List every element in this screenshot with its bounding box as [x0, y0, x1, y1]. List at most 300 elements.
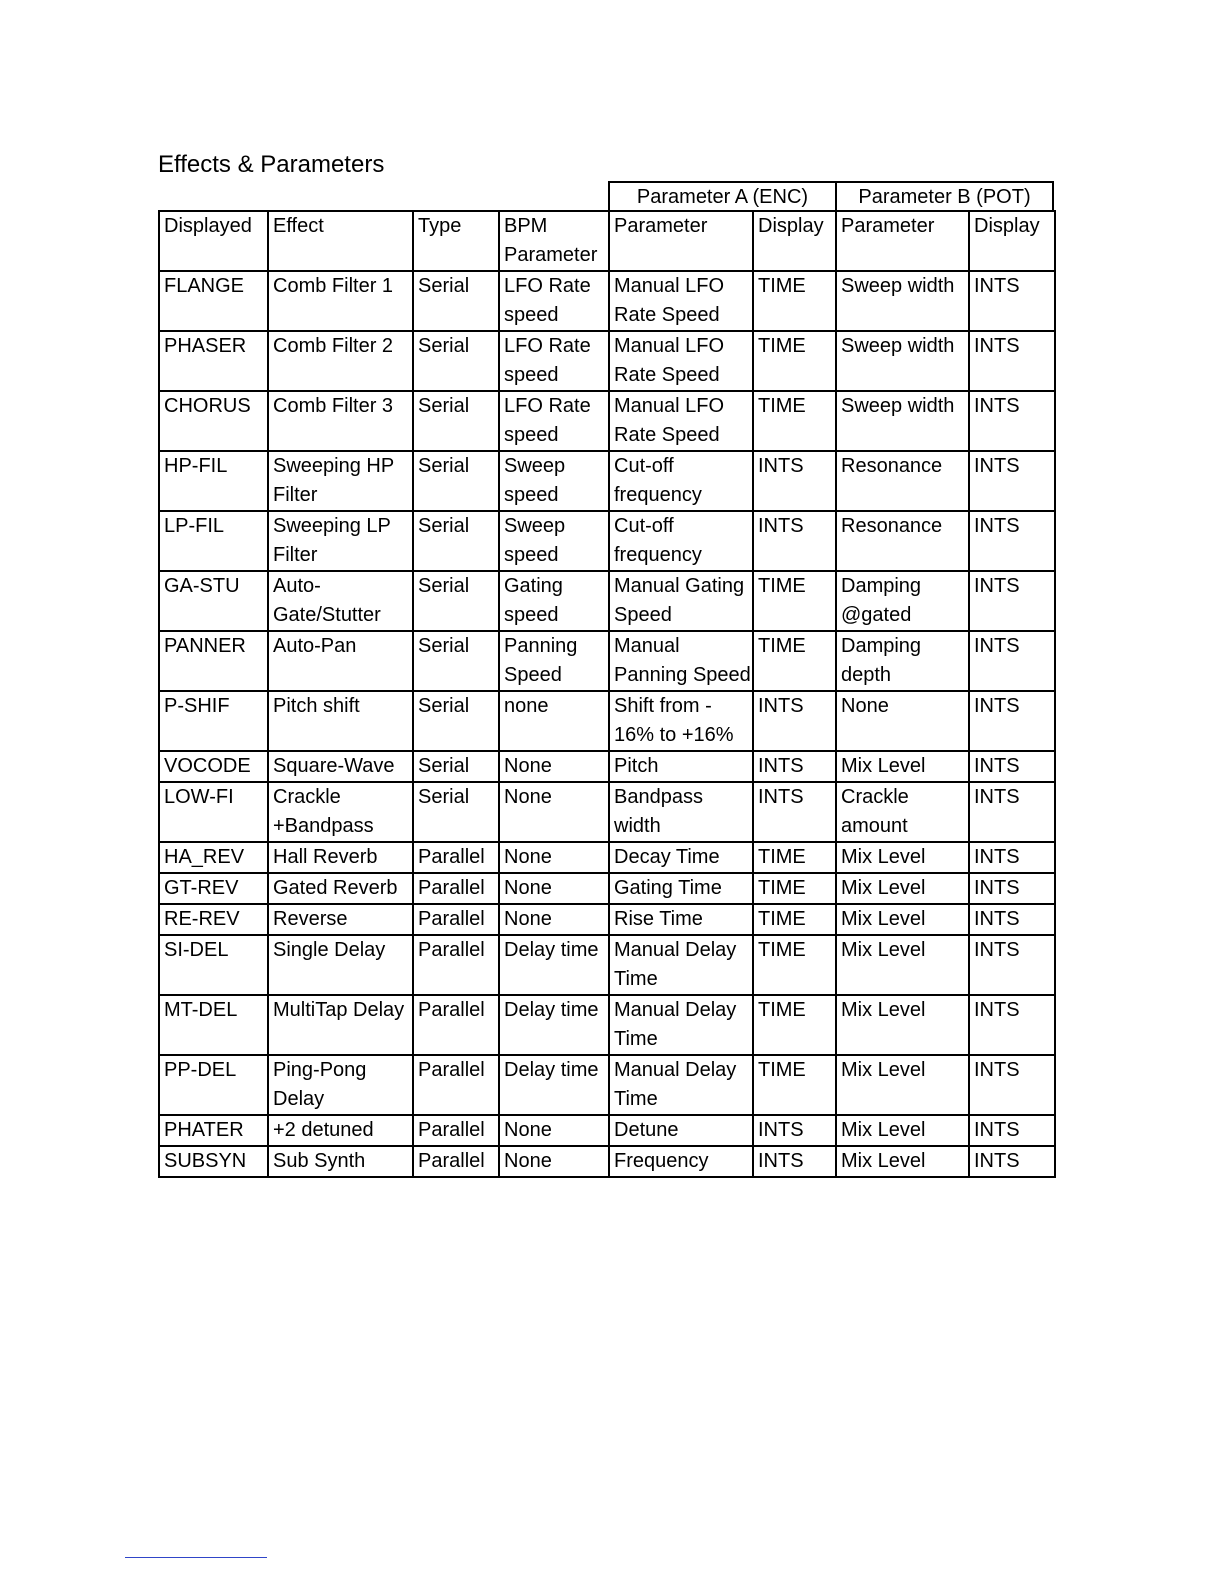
cell-line: Manual LFO	[614, 395, 725, 417]
cell-bpm-parameter	[499, 1146, 609, 1177]
cell-effect	[268, 873, 413, 904]
cell-line: None	[841, 695, 889, 717]
cell-line: Gate/Stutter	[273, 604, 381, 626]
cell-type	[413, 571, 499, 631]
cell-line: Parallel	[418, 1059, 485, 1081]
cell-type	[413, 691, 499, 751]
cell-line: Parallel	[418, 999, 485, 1021]
cell-param-b-display	[969, 391, 1055, 451]
cell-line: Pitch	[614, 755, 659, 777]
cell-line: INTS	[974, 999, 1020, 1021]
cell-bpm-parameter	[499, 631, 609, 691]
cell-bpm-parameter	[499, 995, 609, 1055]
cell-line: LFO Rate	[504, 275, 591, 297]
cell-effect	[268, 1146, 413, 1177]
cell-param-b-parameter	[836, 271, 969, 331]
cell-param-b-parameter	[836, 451, 969, 511]
cell-line: INTS	[974, 939, 1020, 961]
header-line: Displayed	[164, 215, 252, 237]
cell-displayed	[159, 451, 268, 511]
cell-line: Speed	[614, 604, 672, 626]
cell-effect	[268, 331, 413, 391]
cell-line: amount	[841, 815, 908, 837]
table-row	[159, 935, 1055, 995]
cell-line: INTS	[758, 695, 804, 717]
cell-param-b-display	[969, 782, 1055, 842]
cell-line: Mix Level	[841, 1119, 926, 1141]
cell-displayed	[159, 935, 268, 995]
cell-line: Filter	[273, 544, 318, 566]
cell-type	[413, 782, 499, 842]
cell-param-a-display	[753, 631, 836, 691]
cell-param-b-parameter	[836, 782, 969, 842]
cell-bpm-parameter	[499, 391, 609, 451]
cell-bpm-parameter	[499, 935, 609, 995]
cell-effect	[268, 691, 413, 751]
cell-param-b-parameter	[836, 1115, 969, 1146]
effects-table	[158, 210, 1056, 1178]
cell-line: INTS	[974, 755, 1020, 777]
cell-line: PHASER	[164, 335, 247, 357]
cell-line: None	[504, 877, 552, 899]
cell-line: Square-Wave	[273, 755, 395, 777]
cell-line: Mix Level	[841, 755, 926, 777]
cell-displayed	[159, 1055, 268, 1115]
cell-line: Rate Speed	[614, 364, 720, 386]
footer-rule	[125, 1557, 267, 1558]
cell-displayed	[159, 271, 268, 331]
cell-line: HP-FIL	[164, 455, 228, 477]
cell-line: Sweeping LP	[273, 515, 391, 537]
column-header-param-a-display	[753, 211, 836, 271]
cell-line: LP-FIL	[164, 515, 225, 537]
cell-line: TIME	[758, 275, 806, 297]
cell-line: RE-REV	[164, 908, 240, 930]
header-line: Parameter	[841, 215, 935, 237]
table-row	[159, 391, 1055, 451]
cell-line: Parallel	[418, 939, 485, 961]
cell-line: Time	[614, 968, 658, 990]
cell-displayed	[159, 842, 268, 873]
cell-line: Bandpass	[614, 786, 703, 808]
table-row	[159, 691, 1055, 751]
cell-param-b-display	[969, 751, 1055, 782]
cell-param-b-display	[969, 631, 1055, 691]
cell-line: Serial	[418, 575, 470, 597]
cell-effect	[268, 511, 413, 571]
column-header-param-a-parameter	[609, 211, 753, 271]
cell-param-b-display	[969, 1115, 1055, 1146]
column-header-displayed	[159, 211, 268, 271]
cell-line: frequency	[614, 544, 702, 566]
cell-line: Gating Time	[614, 877, 722, 899]
cell-line: PANNER	[164, 635, 246, 657]
cell-line: Serial	[418, 786, 470, 808]
cell-line: Mix Level	[841, 939, 926, 961]
cell-line: INTS	[974, 786, 1020, 808]
cell-line: Manual Delay	[614, 939, 737, 961]
column-header-param-b-display	[969, 211, 1055, 271]
cell-effect	[268, 1055, 413, 1115]
cell-param-a-parameter	[609, 1115, 753, 1146]
cell-line: None	[504, 1119, 552, 1141]
cell-line: Cut-off	[614, 455, 674, 477]
cell-param-a-parameter	[609, 1055, 753, 1115]
cell-line: Sub Synth	[273, 1150, 366, 1172]
cell-param-a-parameter	[609, 391, 753, 451]
cell-line: width	[614, 815, 661, 837]
table-row	[159, 1115, 1055, 1146]
cell-param-b-parameter	[836, 842, 969, 873]
table-header-row	[159, 211, 1055, 271]
cell-param-b-display	[969, 1055, 1055, 1115]
table-row	[159, 751, 1055, 782]
cell-line: INTS	[758, 515, 804, 537]
header-line: Parameter	[504, 244, 598, 266]
cell-line: Cut-off	[614, 515, 674, 537]
cell-bpm-parameter	[499, 751, 609, 782]
cell-param-b-parameter	[836, 1146, 969, 1177]
cell-param-a-parameter	[609, 331, 753, 391]
cell-param-a-parameter	[609, 995, 753, 1055]
cell-line: INTS	[974, 877, 1020, 899]
cell-line: INTS	[974, 846, 1020, 868]
cell-param-b-parameter	[836, 1055, 969, 1115]
cell-param-b-display	[969, 271, 1055, 331]
cell-line: Hall Reverb	[273, 846, 378, 868]
cell-param-a-parameter	[609, 631, 753, 691]
table-row	[159, 451, 1055, 511]
cell-param-a-display	[753, 571, 836, 631]
cell-line: INTS	[974, 455, 1020, 477]
cell-type	[413, 451, 499, 511]
table-row	[159, 1146, 1055, 1177]
header-line: Parameter	[614, 215, 708, 237]
cell-line: speed	[504, 484, 559, 506]
cell-line: speed	[504, 424, 559, 446]
cell-line: INTS	[974, 635, 1020, 657]
cell-line: none	[504, 695, 549, 717]
cell-param-b-display	[969, 511, 1055, 571]
cell-line: None	[504, 755, 552, 777]
cell-bpm-parameter	[499, 271, 609, 331]
cell-bpm-parameter	[499, 511, 609, 571]
cell-line: speed	[504, 364, 559, 386]
cell-line: Comb Filter 2	[273, 335, 394, 357]
cell-bpm-parameter	[499, 451, 609, 511]
cell-line: Serial	[418, 695, 470, 717]
cell-param-a-parameter	[609, 271, 753, 331]
cell-line: LFO Rate	[504, 335, 591, 357]
cell-line: Gated Reverb	[273, 877, 398, 899]
table-row	[159, 511, 1055, 571]
cell-line: Parallel	[418, 908, 485, 930]
cell-param-b-parameter	[836, 904, 969, 935]
cell-type	[413, 511, 499, 571]
cell-param-a-display	[753, 451, 836, 511]
cell-line: Damping	[841, 635, 922, 657]
cell-line: PHATER	[164, 1119, 244, 1141]
cell-param-a-parameter	[609, 1146, 753, 1177]
cell-param-a-display	[753, 511, 836, 571]
header-line: Display	[974, 215, 1040, 237]
cell-param-a-display	[753, 935, 836, 995]
cell-param-b-parameter	[836, 571, 969, 631]
cell-line: +2 detuned	[273, 1119, 374, 1141]
cell-effect	[268, 751, 413, 782]
cell-line: Comb Filter 3	[273, 395, 394, 417]
cell-param-a-display	[753, 995, 836, 1055]
cell-displayed	[159, 391, 268, 451]
cell-type	[413, 391, 499, 451]
table-row	[159, 782, 1055, 842]
table-row	[159, 271, 1055, 331]
cell-line: INTS	[758, 455, 804, 477]
cell-line: CHORUS	[164, 395, 251, 417]
cell-line: Mix Level	[841, 908, 926, 930]
cell-line: Decay Time	[614, 846, 720, 868]
cell-line: Panning	[504, 635, 578, 657]
cell-line: Frequency	[614, 1150, 709, 1172]
table-body	[159, 271, 1055, 1177]
cell-effect	[268, 935, 413, 995]
cell-line: LOW-FI	[164, 786, 234, 808]
cell-param-b-parameter	[836, 995, 969, 1055]
cell-line: INTS	[974, 1059, 1020, 1081]
cell-bpm-parameter	[499, 842, 609, 873]
cell-line: TIME	[758, 908, 806, 930]
cell-type	[413, 995, 499, 1055]
cell-line: Sweep width	[841, 335, 955, 357]
cell-effect	[268, 271, 413, 331]
cell-line: TIME	[758, 939, 806, 961]
cell-line: INTS	[758, 1150, 804, 1172]
cell-param-a-display	[753, 842, 836, 873]
cell-line: INTS	[974, 1150, 1020, 1172]
cell-line: Serial	[418, 515, 470, 537]
cell-line: TIME	[758, 395, 806, 417]
cell-line: Sweeping HP	[273, 455, 395, 477]
cell-displayed	[159, 751, 268, 782]
cell-line: speed	[504, 304, 559, 326]
cell-param-b-display	[969, 904, 1055, 935]
cell-line: Reverse	[273, 908, 348, 930]
cell-line: Serial	[418, 455, 470, 477]
cell-type	[413, 631, 499, 691]
cell-displayed	[159, 995, 268, 1055]
cell-line: TIME	[758, 877, 806, 899]
cell-line: TIME	[758, 335, 806, 357]
table-row	[159, 1055, 1055, 1115]
cell-line: INTS	[974, 908, 1020, 930]
cell-effect	[268, 451, 413, 511]
cell-line: P-SHIF	[164, 695, 230, 717]
cell-line: Single Delay	[273, 939, 386, 961]
cell-bpm-parameter	[499, 873, 609, 904]
cell-param-b-display	[969, 691, 1055, 751]
cell-type	[413, 1146, 499, 1177]
table-row	[159, 571, 1055, 631]
cell-displayed	[159, 1146, 268, 1177]
cell-line: Damping	[841, 575, 922, 597]
cell-param-a-parameter	[609, 511, 753, 571]
cell-line: Sweep width	[841, 275, 955, 297]
cell-line: INTS	[974, 395, 1020, 417]
cell-param-b-display	[969, 571, 1055, 631]
cell-bpm-parameter	[499, 1115, 609, 1146]
cell-line: Sweep width	[841, 395, 955, 417]
cell-line: Serial	[418, 275, 470, 297]
cell-line: INTS	[974, 575, 1020, 597]
cell-line: Serial	[418, 755, 470, 777]
cell-line: Shift from -	[614, 695, 712, 717]
cell-line: TIME	[758, 846, 806, 868]
cell-line: INTS	[974, 695, 1020, 717]
cell-line: Resonance	[841, 515, 943, 537]
cell-line: Sweep	[504, 515, 566, 537]
cell-bpm-parameter	[499, 904, 609, 935]
cell-param-a-display	[753, 873, 836, 904]
cell-line: INTS	[974, 515, 1020, 537]
cell-line: Manual Delay	[614, 999, 737, 1021]
column-header-type	[413, 211, 499, 271]
cell-line: TIME	[758, 999, 806, 1021]
cell-param-b-parameter	[836, 391, 969, 451]
cell-param-a-display	[753, 271, 836, 331]
cell-line: depth	[841, 664, 892, 686]
cell-param-a-display	[753, 391, 836, 451]
cell-line: Auto-	[273, 575, 321, 597]
cell-line: TIME	[758, 575, 806, 597]
cell-line: Parallel	[418, 846, 485, 868]
cell-displayed	[159, 691, 268, 751]
table-row	[159, 631, 1055, 691]
cell-param-a-parameter	[609, 873, 753, 904]
cell-displayed	[159, 782, 268, 842]
header-line: BPM	[504, 215, 548, 237]
cell-param-a-display	[753, 1115, 836, 1146]
cell-effect	[268, 904, 413, 935]
cell-line: INTS	[758, 755, 804, 777]
header-line: Effect	[273, 215, 324, 237]
cell-line: None	[504, 786, 552, 808]
cell-line: Ping-Pong	[273, 1059, 367, 1081]
cell-displayed	[159, 873, 268, 904]
cell-line: SUBSYN	[164, 1150, 247, 1172]
cell-param-b-parameter	[836, 331, 969, 391]
cell-line: MultiTap Delay	[273, 999, 405, 1021]
cell-line: Gating	[504, 575, 563, 597]
cell-line: Manual LFO	[614, 335, 725, 357]
cell-line: Parallel	[418, 1119, 485, 1141]
cell-line: Comb Filter 1	[273, 275, 394, 297]
cell-param-b-parameter	[836, 935, 969, 995]
table-row	[159, 331, 1055, 391]
cell-line: Time	[614, 1028, 658, 1050]
cell-line: Serial	[418, 395, 470, 417]
cell-line: Crackle	[841, 786, 909, 808]
cell-line: Sweep	[504, 455, 566, 477]
cell-line: Pitch shift	[273, 695, 360, 717]
cell-line: Manual Delay	[614, 1059, 737, 1081]
cell-param-b-display	[969, 873, 1055, 904]
header-line: Display	[758, 215, 824, 237]
cell-line: Speed	[504, 664, 562, 686]
cell-line: Filter	[273, 484, 318, 506]
column-header-param-b-parameter	[836, 211, 969, 271]
param-a-group-header: Parameter A (ENC)	[608, 181, 837, 211]
cell-line: INTS	[974, 275, 1020, 297]
cell-effect	[268, 1115, 413, 1146]
cell-line: Parallel	[418, 1150, 485, 1172]
cell-bpm-parameter	[499, 331, 609, 391]
cell-line: Manual Gating	[614, 575, 745, 597]
cell-line: MT-DEL	[164, 999, 238, 1021]
cell-line: Delay	[273, 1088, 325, 1110]
cell-param-b-parameter	[836, 691, 969, 751]
cell-effect	[268, 782, 413, 842]
cell-line: Serial	[418, 635, 470, 657]
cell-param-b-display	[969, 842, 1055, 873]
cell-type	[413, 271, 499, 331]
cell-line: Rate Speed	[614, 424, 720, 446]
cell-line: INTS	[758, 1119, 804, 1141]
cell-line: Mix Level	[841, 877, 926, 899]
cell-param-a-parameter	[609, 571, 753, 631]
cell-effect	[268, 842, 413, 873]
column-header-bpm-parameter	[499, 211, 609, 271]
cell-line: INTS	[974, 335, 1020, 357]
cell-displayed	[159, 571, 268, 631]
cell-param-a-parameter	[609, 691, 753, 751]
cell-line: TIME	[758, 635, 806, 657]
cell-param-b-parameter	[836, 751, 969, 782]
cell-line: None	[504, 1150, 552, 1172]
cell-effect	[268, 995, 413, 1055]
cell-displayed	[159, 331, 268, 391]
cell-line: Auto-Pan	[273, 635, 357, 657]
param-b-group-header: Parameter B (POT)	[835, 181, 1054, 211]
cell-type	[413, 331, 499, 391]
cell-line: Panning Speed	[614, 664, 751, 686]
cell-line: +Bandpass	[273, 815, 374, 837]
cell-line: None	[504, 846, 552, 868]
cell-line: Delay time	[504, 1059, 599, 1081]
cell-line: Manual	[614, 635, 680, 657]
cell-param-a-display	[753, 331, 836, 391]
cell-line: PP-DEL	[164, 1059, 237, 1081]
cell-line: TIME	[758, 1059, 806, 1081]
table-row	[159, 995, 1055, 1055]
cell-line: Time	[614, 1088, 658, 1110]
cell-type	[413, 873, 499, 904]
cell-param-a-parameter	[609, 782, 753, 842]
cell-line: Mix Level	[841, 1059, 926, 1081]
cell-line: speed	[504, 544, 559, 566]
table-row	[159, 873, 1055, 904]
table-row	[159, 842, 1055, 873]
cell-line: Manual LFO	[614, 275, 725, 297]
cell-param-a-display	[753, 782, 836, 842]
cell-param-a-display	[753, 691, 836, 751]
cell-line: VOCODE	[164, 755, 251, 777]
cell-line: frequency	[614, 484, 702, 506]
cell-displayed	[159, 1115, 268, 1146]
cell-line: @gated	[841, 604, 912, 626]
cell-param-a-parameter	[609, 935, 753, 995]
page-title: Effects & Parameters	[158, 151, 385, 178]
cell-line: Mix Level	[841, 999, 926, 1021]
